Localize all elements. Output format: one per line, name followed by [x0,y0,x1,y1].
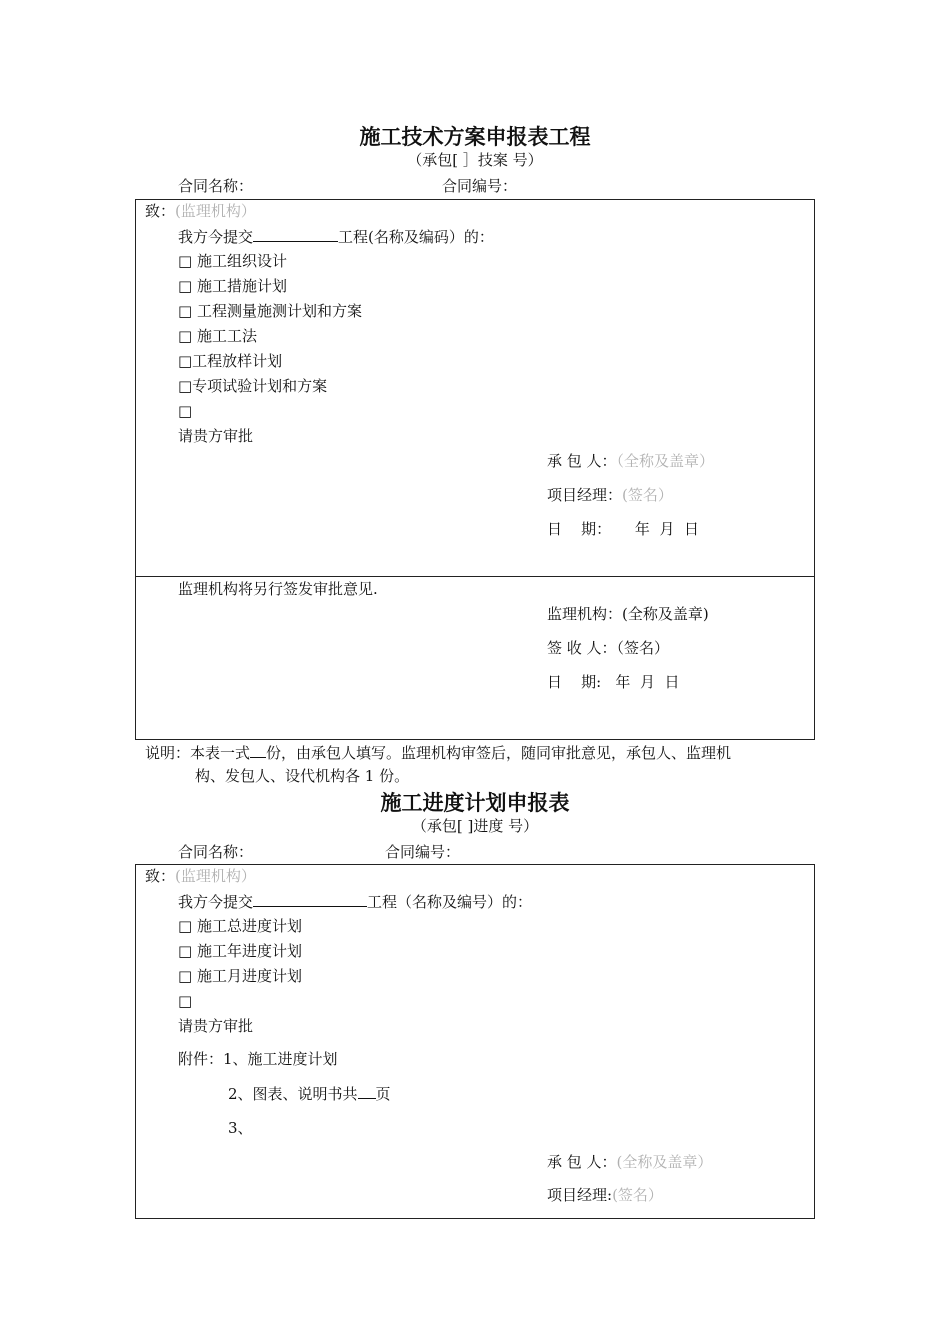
form2-title: 施工进度计划申报表 [380,790,570,815]
form1-note-line2: 构、发包人、设代机构各 1 份。 [195,767,410,785]
form1-submit-line [178,229,494,245]
form1-note-line1 [145,745,731,761]
form1-to-hint: (监理机构） [175,202,256,220]
form2-project-blank[interactable] [253,894,367,907]
form2-pages-blank[interactable] [358,1086,376,1099]
form1-contractor-line [547,454,714,469]
form2-attach-2-a: 2、图表、说明书共 [228,1085,358,1103]
form1-check-item[interactable]: □ 工程测量施测计划和方案 [178,302,362,320]
form1-pm-label: 项目经理： [547,486,623,504]
form2-submit-line [178,894,532,910]
form2-pm-hint: (签名） [612,1186,663,1204]
form1-contractor-label: 承 包 人： [547,452,617,470]
form1-check-item[interactable]: □专项试验计划和方案 [178,377,328,395]
form1-check-item[interactable]: □工程放样计划 [178,352,283,370]
form2-attachment-3: 3、 [228,1119,253,1137]
form1-divider [135,576,815,577]
form1-contractor-hint: （全称及盖章） [616,452,715,470]
form1-check-item[interactable]: □ 施工组织设计 [178,252,287,270]
form2-contractor-line [547,1155,712,1170]
form1-to-line [145,204,256,219]
form2-subtitle: （承包[ ]进度 号） [411,817,539,835]
form2-to-line [145,869,256,884]
form1-subtitle: （承包[ ］技案 号） [407,151,543,169]
form2-attach-2-b: 页 [375,1085,391,1103]
form1-supervisor-label: 监理机构：(全称及盖章) [547,605,709,623]
form1-note-b: 份，由承包人填写。监理机构审签后，随同审批意见，承包人、监理机 [266,744,732,762]
form1-note-a: 说明：本表一式 [145,744,251,762]
form1-contract-no-label: 合同编号： [442,177,518,195]
form2-check-item[interactable]: □ 施工总进度计划 [178,917,302,935]
form2-contractor-hint: (全称及盖章） [616,1153,713,1171]
form2-contractor-label: 承 包 人： [547,1153,617,1171]
form2-contract-no-label: 合同编号： [385,843,461,861]
form1-copies-blank[interactable] [250,745,266,758]
form1-pm-hint: (签名） [622,486,673,504]
form2-pm-line [547,1188,663,1203]
form2-check-item[interactable]: □ 施工月进度计划 [178,967,302,985]
form2-pm-label: 项目经理: [547,1186,613,1204]
form1-date-line: 日 期： 年 月 日 [547,520,699,538]
form2-submit-suffix: 工程（名称及编号）的： [367,893,533,911]
form1-check-item[interactable]: □ 施工工法 [178,327,257,345]
form1-check-item[interactable]: □ [178,402,193,420]
form2-contract-name-label: 合同名称： [178,843,254,861]
form1-supervisor-note: 监理机构将另行签发审批意见. [178,580,378,598]
form2-attachment-1: 附件：1、施工进度计划 [178,1050,338,1068]
form1-submit-prefix: 我方今提交 [178,228,254,246]
form2-to-label: 致： [145,867,176,885]
form2-submit-prefix: 我方今提交 [178,893,254,911]
form1-title: 施工技术方案申报表工程 [359,124,591,149]
form1-date-line2: 日 期: 年 月 日 [547,673,680,691]
form1-check-item[interactable]: □ 施工措施计划 [178,277,287,295]
form2-to-hint: (监理机构） [175,867,256,885]
form2-please-approve: 请贵方审批 [178,1017,254,1035]
form1-to-label: 致： [145,202,176,220]
form1-submit-suffix: 工程(名称及编码）的： [338,228,494,246]
form1-contract-name-label: 合同名称： [178,177,254,195]
form1-project-blank[interactable] [253,229,338,242]
form1-pm-line [547,488,673,503]
form1-please-approve: 请贵方审批 [178,427,254,445]
form2-check-item[interactable]: □ [178,992,193,1010]
form1-receiver-label: 签 收 人：（签名） [547,639,670,657]
form2-check-item[interactable]: □ 施工年进度计划 [178,942,302,960]
form2-attachment-2 [228,1086,391,1102]
